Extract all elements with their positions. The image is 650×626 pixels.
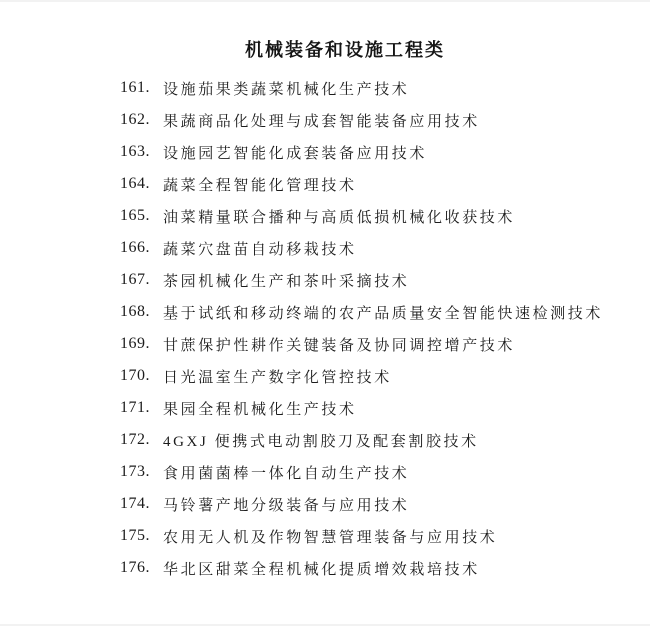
item-text: 农用无人机及作物智慧管理装备与应用技术: [163, 529, 498, 546]
item-number: 161.: [120, 79, 150, 96]
item-number: 174.: [120, 495, 150, 512]
item-number: 170.: [120, 367, 150, 384]
item-number: 173.: [120, 463, 150, 480]
item-number: 167.: [120, 271, 150, 288]
item-number: 169.: [120, 335, 150, 352]
list-item: [120, 264, 620, 296]
list-item: [120, 520, 620, 552]
item-text: 4GXJ 便携式电动割胶刀及配套割胶技术: [163, 433, 479, 450]
list-item: [120, 104, 620, 136]
item-text: 马铃薯产地分级装备与应用技术: [163, 497, 410, 514]
item-number: 171.: [120, 399, 150, 416]
list-item: [120, 360, 620, 392]
item-number: 175.: [120, 527, 150, 544]
item-text: 华北区甜菜全程机械化提质增效栽培技术: [163, 561, 480, 578]
list-item: [120, 328, 620, 360]
item-text: 基于试纸和移动终端的农产品质量安全智能快速检测技术: [163, 305, 604, 322]
list-item: [120, 392, 620, 424]
item-number: 165.: [120, 207, 150, 224]
list-item: [120, 552, 620, 584]
list-item: [120, 168, 620, 200]
item-number: 162.: [120, 111, 150, 128]
item-text: 设施茄果类蔬菜机械化生产技术: [163, 81, 410, 98]
item-text: 日光温室生产数字化管控技术: [163, 369, 392, 386]
item-text: 甘蔗保护性耕作关键装备及协同调控增产技术: [163, 337, 516, 354]
page-top-edge: [0, 0, 650, 2]
item-number: 172.: [120, 431, 150, 448]
item-text: 果蔬商品化处理与成套智能装备应用技术: [163, 113, 480, 130]
item-text: 设施园艺智能化成套装备应用技术: [163, 145, 428, 162]
item-number: 168.: [120, 303, 150, 320]
page-title: 机械装备和设施工程类: [245, 40, 445, 60]
item-text: 茶园机械化生产和茶叶采摘技术: [163, 273, 410, 290]
item-number: 164.: [120, 175, 150, 192]
item-number: 163.: [120, 143, 150, 160]
list-item: [120, 232, 620, 264]
list-item: [120, 456, 620, 488]
list-item: [120, 488, 620, 520]
list-item: [120, 296, 620, 328]
list-item: [120, 200, 620, 232]
item-text: 蔬菜穴盘苗自动移栽技术: [163, 241, 357, 258]
list-item: [120, 72, 620, 104]
list-item: [120, 136, 620, 168]
item-number: 166.: [120, 239, 150, 256]
item-text: 蔬菜全程智能化管理技术: [163, 177, 357, 194]
list-item: [120, 424, 620, 456]
item-text: 油菜精量联合播种与高质低损机械化收获技术: [163, 209, 516, 226]
item-text: 食用菌菌棒一体化自动生产技术: [163, 465, 410, 482]
item-number: 176.: [120, 559, 150, 576]
item-text: 果园全程机械化生产技术: [163, 401, 357, 418]
technology-list: [120, 72, 620, 584]
